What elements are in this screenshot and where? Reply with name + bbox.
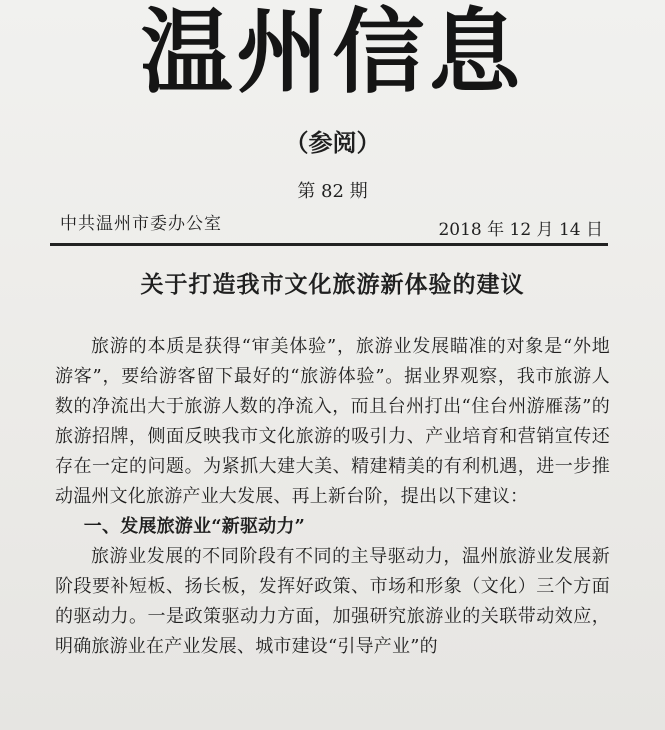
article-title: 关于打造我市文化旅游新体验的建议 (140, 271, 525, 298)
masthead-title: 温州信息 (140, 0, 525, 106)
masthead-subtitle: （参阅） (284, 128, 381, 157)
section-heading: 一、发展旅游业“新驱动力” (83, 516, 306, 537)
header-divider (50, 243, 608, 246)
section-paragraph: 旅游业发展的不同阶段有不同的主导驱动力，温州旅游业发展新阶段要补短板、扬长板，发挥好政策、市场和形象（文化）三个方面的驱动力。一是政策驱动力方面，加强研究旅游业的关联带动效应，明确旅游业在产业发展、城市建设“引导产业”的 (55, 546, 610, 657)
article-body (55, 332, 610, 662)
issue-date: 2018 年 12 月 14 日 (438, 220, 603, 240)
issue-number: 第 82 期 (297, 181, 368, 202)
issuing-office: 中共温州市委办公室 (60, 214, 222, 234)
intro-paragraph: 旅游的本质是获得“审美体验”，旅游业发展瞄准的对象是“外地游客”，要给游客留下最好的“旅游体验”。据业界观察，我市旅游人数的净流出大于旅游人数的净流入，而且台州打出“住台州游雁荡”的旅游招牌，侧面反映我市文化旅游的吸引力、产业培育和营销宣传还存在一定的问题。为紧抓大建大美、精建精美的有利机遇，进一步推动温州文化旅游产业大发展、再上新台阶，提出以下建议： (55, 336, 610, 507)
